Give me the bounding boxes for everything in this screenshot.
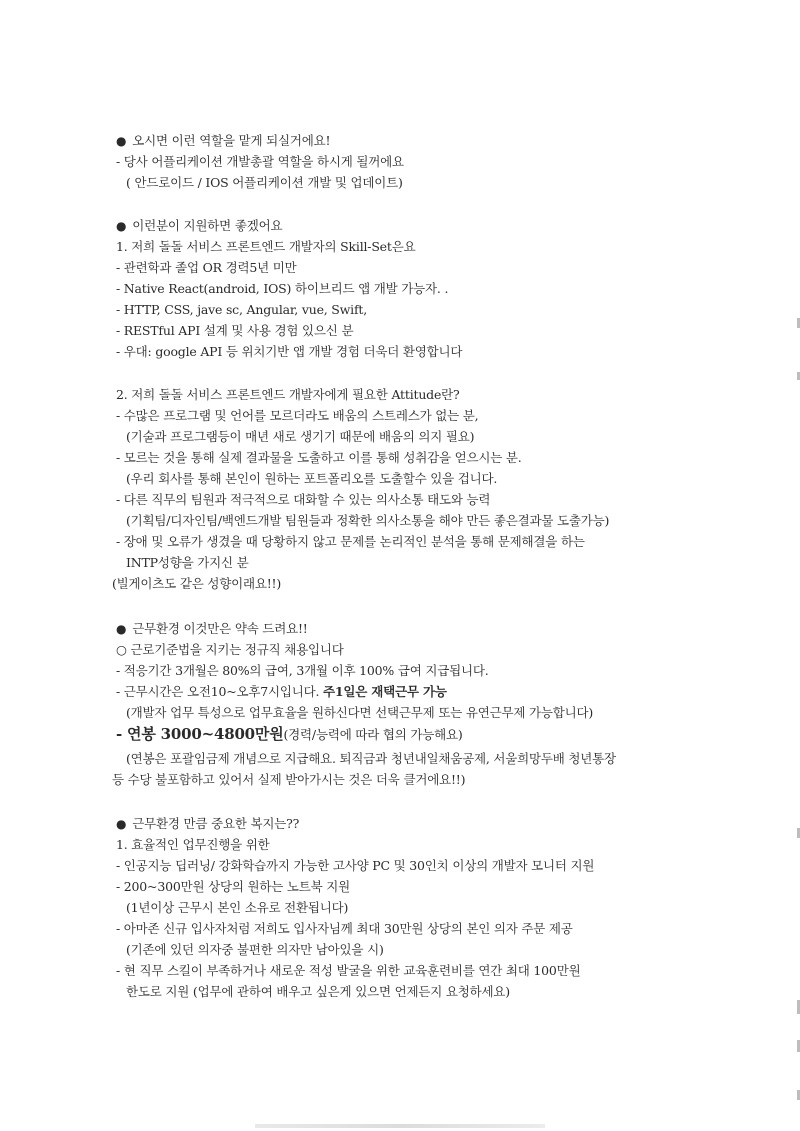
benefit-line: 한도로 지원 (업무에 관하여 배우고 싶은게 있으면 언제든지 요청하세요) [126, 984, 510, 999]
attitude-line: - 모르는 것을 통해 실제 결과물을 도출하고 이를 통해 성취감을 얻으시는 분. [116, 450, 522, 465]
attitude-line: (빌게이츠도 같은 성향이래요!!) [112, 576, 282, 591]
skill-line: - RESTful API 설계 및 사용 경험 있으신 분 [116, 323, 354, 338]
skill-line: - 우대: google API 등 위치기반 앱 개발 경험 더욱더 환영합니다 [116, 344, 463, 359]
roles-line: ( 안드로이드 / IOS 어플리케이션 개발 및 업데이트) [126, 175, 403, 190]
section-heading-work-env: ● 근무환경 이것만은 약속 드려요!! [116, 621, 308, 636]
skill-line: - 관련학과 졸업 OR 경력5년 미만 [116, 260, 297, 275]
work-hours-line: - 근무시간은 오전10~오후7시입니다. 주1일은 재택근무 가능 [116, 684, 447, 699]
attitude-line: (기획팀/디자인팀/백엔드개발 팀원들과 정확한 의사소통을 해야 만든 좋은결과물 도출가능) [126, 513, 610, 528]
roles-line: - 당사 어플리케이션 개발총괄 역할을 하시게 될꺼에요 [116, 154, 404, 169]
flex-work-line: (개발자 업무 특성으로 업무효율을 원하신다면 선택근무제 또는 유연근무제 가능합니다) [126, 705, 594, 720]
faint-footer-text [255, 1124, 545, 1128]
section-heading-benefits: ● 근무환경 만큼 중요한 복지는?? [116, 816, 300, 831]
regular-employment-line: ○ 근로기준법을 지키는 정규직 채용입니다 [116, 642, 344, 657]
bullet-icon: ● [116, 219, 127, 233]
benefit-line: - 인공지능 딥러닝/ 강화학습까지 가능한 고사양 PC 및 30인치 이상의 개발자 모니터 지원 [116, 858, 595, 873]
attitude-line: INTP성향을 가지신 분 [126, 555, 249, 570]
skill-line: - Native React(android, IOS) 하이브리드 앱 개발 가능자. . [116, 281, 449, 296]
salary-line: - 연봉 3000~4800만원(경력/능력에 따라 협의 가능해요) [116, 725, 463, 743]
section-heading-qualifications: ● 이런분이 지원하면 좋겠어요 [116, 218, 283, 233]
attitude-line: (기술과 프로그램등이 매년 새로 생기기 때문에 배움의 의지 필요) [126, 429, 475, 444]
skill-line: - HTTP, CSS, jave sc, Angular, vue, Swift, [116, 302, 367, 317]
benefit-line: - 현 직무 스킬이 부족하거나 새로운 적성 발굴을 위한 교육훈련비를 연간 최대 100만원 [116, 963, 581, 978]
benefit-line: - 아마존 신규 입사자처럼 저희도 입사자님께 최대 30만원 상당의 본인 의자 주문 제공 [116, 921, 573, 936]
skill-set-title: 1. 저희 돌돌 서비스 프론트엔드 개발자의 Skill-Set은요 [116, 239, 416, 254]
salary-note-line: (연봉은 포괄임금제 개념으로 지급해요. 퇴직금과 청년내일채움공제, 서울희망두배 청년통장 [126, 751, 616, 766]
attitude-line: - 장애 및 오류가 생겼을 때 당황하지 않고 문제를 논리적인 분석을 통해 문제해결을 하는 [116, 534, 585, 549]
salary-highlight: - 연봉 3000~4800만원 [116, 725, 284, 743]
section-heading-roles: ● 오시면 이런 역할을 맡게 되실거에요! [116, 133, 331, 148]
salary-note-line: 등 수당 불포함하고 있어서 실제 받아가시는 것은 더욱 클거에요!!) [112, 772, 466, 787]
attitude-line: - 수많은 프로그램 및 언어를 모르더라도 배움의 스트레스가 없는 분, [116, 408, 479, 423]
bullet-icon: ● [116, 134, 127, 148]
attitude-line: - 다른 직무의 팀원과 적극적으로 대화할 수 있는 의사소통 태도와 능력 [116, 492, 491, 507]
remote-work-highlight: 주1일은 재택근무 가능 [323, 684, 447, 699]
benefits-title: 1. 효율적인 업무진행을 위한 [116, 837, 270, 852]
benefit-line: (1년이상 근무시 본인 소유로 전환됩니다) [126, 900, 349, 915]
benefit-line: (기존에 있던 의자중 불편한 의자만 남아있을 시) [126, 942, 384, 957]
bullet-icon: ● [116, 622, 127, 636]
bullet-icon: ● [116, 817, 127, 831]
probation-line: - 적응기간 3개월은 80%의 급여, 3개월 이후 100% 급여 지급됩니다. [116, 663, 489, 678]
benefit-line: - 200~300만원 상당의 원하는 노트북 지원 [116, 879, 351, 894]
attitude-title: 2. 저희 돌돌 서비스 프론트엔드 개발자에게 필요한 Attitude란? [116, 387, 460, 402]
attitude-line: (우리 회사를 통해 본인이 원하는 포트폴리오를 도출할수 있을 겁니다. [126, 471, 498, 486]
